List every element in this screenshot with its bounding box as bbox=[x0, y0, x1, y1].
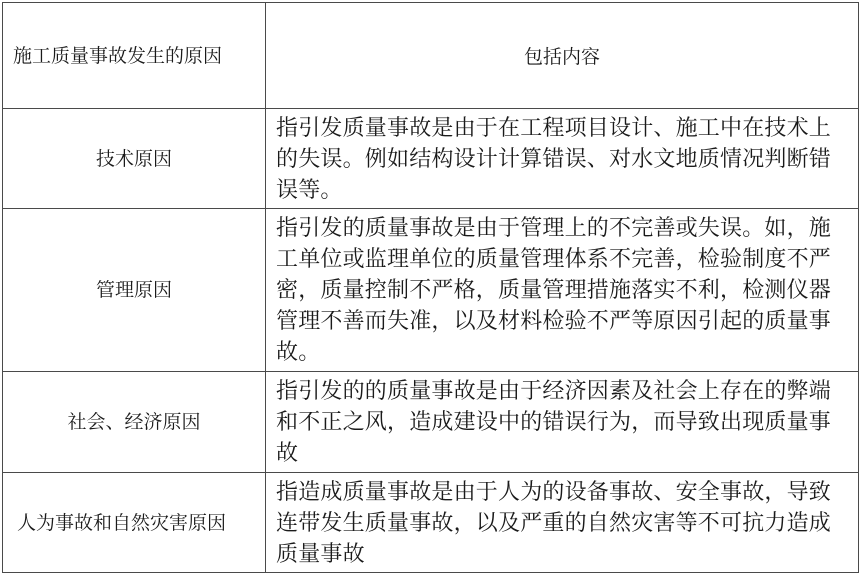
table-row bbox=[3, 209, 859, 372]
table-row bbox=[3, 372, 859, 473]
header-content-cell: 包括内容 bbox=[266, 3, 859, 109]
cause-cell: 人为事故和自然灾害原因 bbox=[3, 473, 266, 573]
table-header-row bbox=[3, 3, 859, 109]
quality-accident-causes-table bbox=[2, 2, 859, 573]
content-cell: 指引发的的质量事故是由于经济因素及社会上存在的弊端和不正之风，造成建设中的错误行为，而导致出现质量事故 bbox=[266, 372, 859, 473]
content-cell: 指造成质量事故是由于人为的设备事故、安全事故，导致连带发生质量事故，以及严重的自然灾害等不可抗力造成质量事故 bbox=[266, 473, 859, 573]
header-cause-cell: 施工质量事故发生的原因 bbox=[3, 3, 266, 109]
table-row bbox=[3, 473, 859, 573]
content-cell: 指引发质量事故是由于在工程项目设计、施工中在技术上的失误。例如结构设计计算错误、对水文地质情况判断错误等。 bbox=[266, 109, 859, 209]
content-cell: 指引发的质量事故是由于管理上的不完善或失误。如，施工单位或监理单位的质量管理体系不完善，检验制度不严密，质量控制不严格，质量管理措施落实不利，检测仪器管理不善而失准，以及材料检验不严等原因引起的质量事故。 bbox=[266, 209, 859, 372]
table-row bbox=[3, 109, 859, 209]
cause-cell: 技术原因 bbox=[3, 109, 266, 209]
cause-table-container bbox=[2, 2, 858, 570]
cause-cell: 管理原因 bbox=[3, 209, 266, 372]
cause-cell: 社会、经济原因 bbox=[3, 372, 266, 473]
